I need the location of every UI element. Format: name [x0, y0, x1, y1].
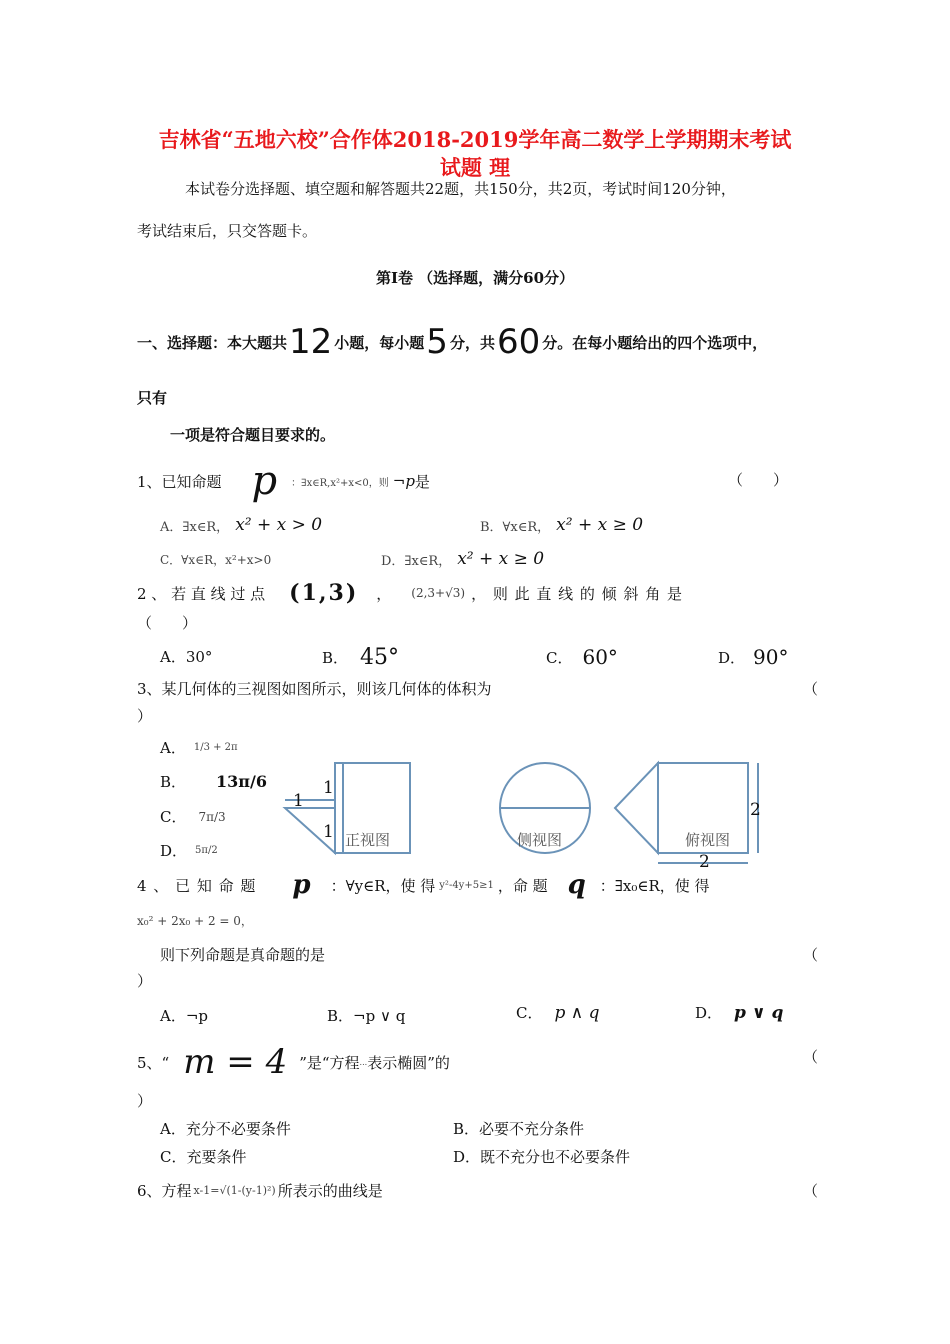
instr-c: 分，共: [449, 333, 495, 352]
q3-option-c: C． 7π/3: [160, 808, 226, 826]
q1-prefix: 1、已知命题: [137, 472, 222, 491]
q1-suffix: 是: [414, 472, 430, 491]
section-instructions: [137, 322, 767, 362]
q1-option-a: A．∃x∈R， x² + x > 0: [160, 515, 323, 535]
q6-expr: x-1=√(1-(y-1)²): [193, 1184, 276, 1197]
instr-d: 分。在每小题给出的四个选项中，: [542, 333, 768, 352]
q2-option-c: C． 60°: [546, 645, 618, 669]
top-dim-label-h: 2: [699, 852, 710, 870]
q6-stem: 6、方程 x-1=√(1-(y-1)²) 所表示的曲线是: [137, 1182, 383, 1200]
front-view-label: 正视图: [345, 831, 391, 849]
instr-e: 只有: [137, 389, 168, 407]
q1-neg: ¬p: [392, 472, 415, 490]
q1-option-d: D．∃x∈R， x² + x ≥ 0: [381, 549, 545, 569]
q4-paren-close: ）: [137, 972, 153, 990]
top-view-triangle: [615, 763, 658, 853]
q3-paren-close: ）: [137, 707, 153, 725]
front-dim-label-2: 1: [323, 778, 334, 798]
q1-cond: ：∃x∈R,x²+x<0，则: [291, 477, 389, 489]
instr-n1: 12: [289, 322, 333, 362]
top-dim-label-v: 2: [750, 800, 761, 820]
q2-stem: 2 、 若 直 线 过 点 (1,3) ， (2,3+√3) ， 则 此 直 线 的 倾 斜 角 是: [137, 580, 683, 606]
q3-option-d: D． 5π/2: [160, 842, 218, 860]
instr-n3: 60: [496, 322, 541, 362]
q3-option-b: B． 13π/6: [160, 772, 267, 791]
top-view-label: 俯视图: [685, 831, 731, 849]
intro-line1: 本试卷分选择题、填空题和解答题共22题，共150分，共2页，考试时间120分钟，: [185, 180, 736, 198]
q5-option-c: C．充要条件: [160, 1148, 247, 1166]
q4-option-a: A．¬p: [160, 1007, 209, 1025]
q2-option-d: D． 90°: [718, 645, 789, 669]
q3-three-view-figure: [275, 755, 775, 870]
q4-q: q: [567, 870, 586, 900]
q3-stem: 3、某几何体的三视图如图所示，则该几何体的体积为: [137, 680, 492, 698]
doc-title-line1: 吉林省“五地六校”合作体2018-2019学年高二数学上学期期末考试: [158, 127, 792, 152]
q6-paren-open: （: [803, 1182, 819, 1200]
q5-option-b: B．必要不充分条件: [453, 1120, 585, 1138]
q2-point1: (1,3): [289, 580, 359, 606]
q1-paren: （ ）: [728, 471, 789, 489]
q2-option-b: B． 45°: [322, 645, 400, 670]
instr-n2: 5: [426, 322, 448, 362]
q3-paren-open: （: [803, 680, 819, 698]
q5-option-a: A．充分不必要条件: [160, 1120, 291, 1138]
instr-b: 小题，每小题: [334, 333, 425, 352]
q3-option-a: A． 1/3 + 2π: [160, 739, 238, 757]
q1-stem: [137, 458, 430, 504]
q5-stem: 5、“ m = 4 ”是“方程 ... 表示椭圆”的: [137, 1042, 450, 1082]
q5-paren-close: ）: [137, 1092, 153, 1110]
q4-option-c: C． p ∧ q: [516, 1002, 600, 1023]
q2-point2: (2,3+√3): [411, 586, 466, 600]
q5-paren-open: （: [803, 1048, 819, 1066]
q4-stem: 4 、 已 知 命 题 p ：∀y∈R，使 得 y²-4y+5≥1 ，命 题 q ：∃x₀∈R，使 得: [137, 870, 710, 900]
instr-f: 一项是符合题目要求的。: [170, 426, 336, 444]
q4-line2: 则下列命题是真命题的是: [160, 946, 326, 964]
q1-option-c: C．∀x∈R，x²+x>0: [160, 553, 272, 567]
q1-option-b: B．∀x∈R， x² + x ≥ 0: [480, 515, 644, 535]
q5-option-d: D．既不充分也不必要条件: [453, 1148, 631, 1166]
q4-expr2: x₀² + 2x₀ + 2 = 0，: [137, 914, 253, 928]
front-dim-label-3: 1: [323, 822, 334, 842]
q2-option-a: A．30°: [160, 648, 213, 666]
doc-title-line2: 试题 理: [439, 155, 511, 180]
q4-p: p: [292, 870, 311, 900]
intro-line2: 考试结束后，只交答题卡。: [137, 222, 318, 240]
q1-p: p: [251, 458, 278, 504]
q4-paren-open: （: [803, 946, 819, 964]
q2-paren: （ ）: [137, 614, 198, 632]
q4-option-b: B．¬p ∨ q: [327, 1007, 406, 1025]
q5-expr: m = 4: [183, 1042, 288, 1082]
instr-a: 一、选择题：本大题共: [137, 333, 288, 352]
front-dim-label-1: 1: [293, 791, 304, 811]
q4-option-d: D． p ∨ q: [695, 1002, 784, 1023]
side-view-label: 侧视图: [517, 831, 563, 849]
section-heading: 第Ⅰ卷 （选择题，满分60分）: [375, 269, 575, 287]
